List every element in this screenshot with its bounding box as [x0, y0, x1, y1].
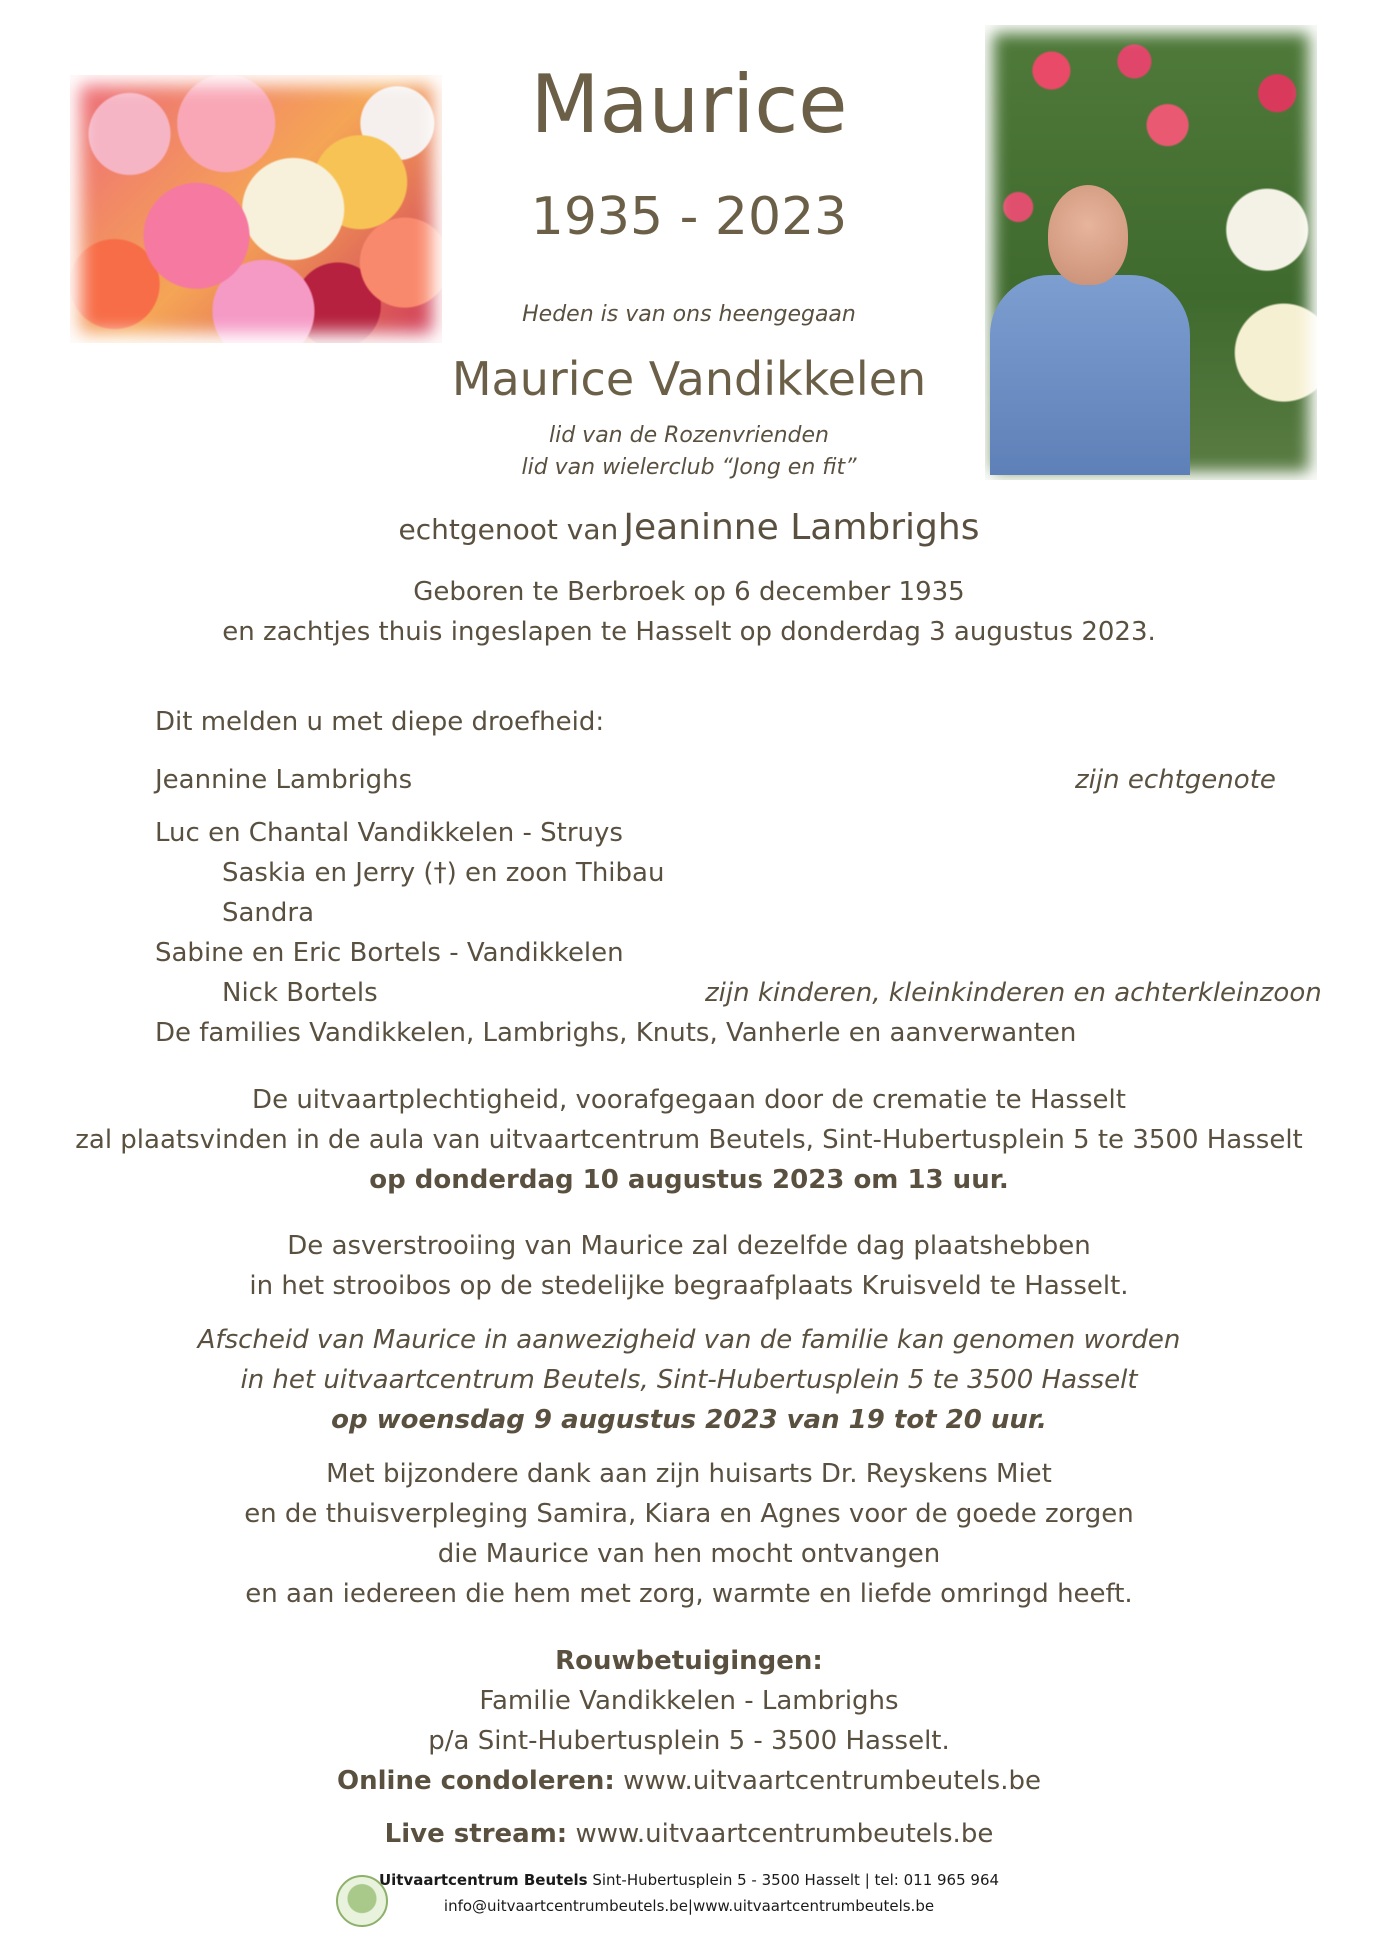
- condolences-address: p/a Sint-Hubertusplein 5 - 3500 Hasselt.: [428, 1726, 950, 1756]
- family-spouse: Jeannine Lambrighs: [155, 765, 413, 795]
- family-member: Sandra: [222, 898, 315, 928]
- footer-address: Sint-Hubertusplein 5 - 3500 Hasselt | tel: 011 965 964: [592, 1871, 1000, 1889]
- condolences-heading: Rouwbetuigingen:: [555, 1646, 823, 1676]
- membership-2: lid van wielerclub “Jong en fit”: [521, 455, 857, 480]
- live-stream-link[interactable]: www.uitvaartcentrumbeutels.be: [575, 1819, 994, 1849]
- died-line: en zachtjes thuis ingeslapen te Hasselt op donderdag 3 augustus 2023.: [222, 617, 1156, 647]
- online-condolences-label: Online condoleren:: [337, 1766, 615, 1796]
- footer-company: Uitvaartcentrum Beutels: [378, 1871, 588, 1889]
- family-intro: Dit melden u met diepe droefheid:: [155, 707, 605, 737]
- family-member: Saskia en Jerry (†) en zoon Thibau: [222, 858, 665, 888]
- ceremony-line-2: zal plaatsvinden in de aula van uitvaartcentrum Beutels, Sint-Hubertusplein 5 te 3500 Hasselt: [75, 1125, 1303, 1155]
- spouse-name: Jeaninne Lambrighs: [623, 507, 980, 548]
- ceremony-line-1: De uitvaartplechtigheid, voorafgegaan door de crematie te Hasselt: [252, 1085, 1126, 1115]
- thanks-line-2: en de thuisverpleging Samira, Kiara en Agnes voor de goede zorgen: [244, 1499, 1134, 1529]
- family-spouse-role: zijn echtgenote: [1075, 765, 1276, 795]
- thanks-line-3: die Maurice van hen mocht ontvangen: [437, 1539, 941, 1569]
- family-extended: De families Vandikkelen, Lambrighs, Knuts, Vanherle en aanverwanten: [155, 1018, 1077, 1048]
- footer-line-1: [0, 1868, 1378, 1892]
- years-title: 1935 - 2023: [530, 187, 848, 247]
- thanks-line-4: en aan iedereen die hem met zorg, warmte en liefde omringd heeft.: [245, 1579, 1133, 1609]
- family-member: Nick Bortels: [222, 978, 378, 1008]
- first-name-title: Maurice: [530, 58, 848, 151]
- farewell-line-1: Afscheid van Maurice in aanwezigheid van de familie kan genomen worden: [197, 1325, 1181, 1355]
- farewell-date: op woensdag 9 augustus 2023 van 19 tot 20 uur.: [331, 1405, 1047, 1435]
- live-stream: [0, 1814, 1378, 1854]
- scattering-line-1: De asverstrooiing van Maurice zal dezelfde dag plaatshebben: [287, 1231, 1091, 1261]
- live-stream-label: Live stream:: [384, 1819, 568, 1849]
- intro-line: Heden is van ons heengegaan: [522, 302, 856, 327]
- family-children-role: zijn kinderen, kleinkinderen en achterkleinzoon: [705, 978, 1322, 1008]
- born-line: Geboren te Berbroek op 6 december 1935: [413, 577, 965, 607]
- online-condolences: [0, 1761, 1378, 1801]
- footer-contact[interactable]: info@uitvaartcentrumbeutels.be|www.uitvaartcentrumbeutels.be: [443, 1897, 935, 1915]
- full-name-title: Maurice Vandikkelen: [451, 352, 927, 406]
- thanks-line-1: Met bijzondere dank aan zijn huisarts Dr. Reyskens Miet: [326, 1459, 1052, 1489]
- farewell-line-2: in het uitvaartcentrum Beutels, Sint-Hubertusplein 5 te 3500 Hasselt: [240, 1365, 1138, 1395]
- condolences-name: Familie Vandikkelen - Lambrighs: [479, 1686, 899, 1716]
- spouse-prefix: echtgenoot van: [398, 513, 619, 546]
- spouse-line: [0, 502, 1378, 560]
- online-condolences-link[interactable]: www.uitvaartcentrumbeutels.be: [623, 1766, 1041, 1796]
- membership-1: lid van de Rozenvrienden: [549, 423, 829, 448]
- family-member: Luc en Chantal Vandikkelen - Struys: [155, 818, 623, 848]
- family-member: Sabine en Eric Bortels - Vandikkelen: [155, 938, 624, 968]
- ceremony-date: op donderdag 10 augustus 2023 om 13 uur.: [369, 1165, 1009, 1195]
- scattering-line-2: in het strooibos op de stedelijke begraafplaats Kruisveld te Hasselt.: [249, 1271, 1129, 1301]
